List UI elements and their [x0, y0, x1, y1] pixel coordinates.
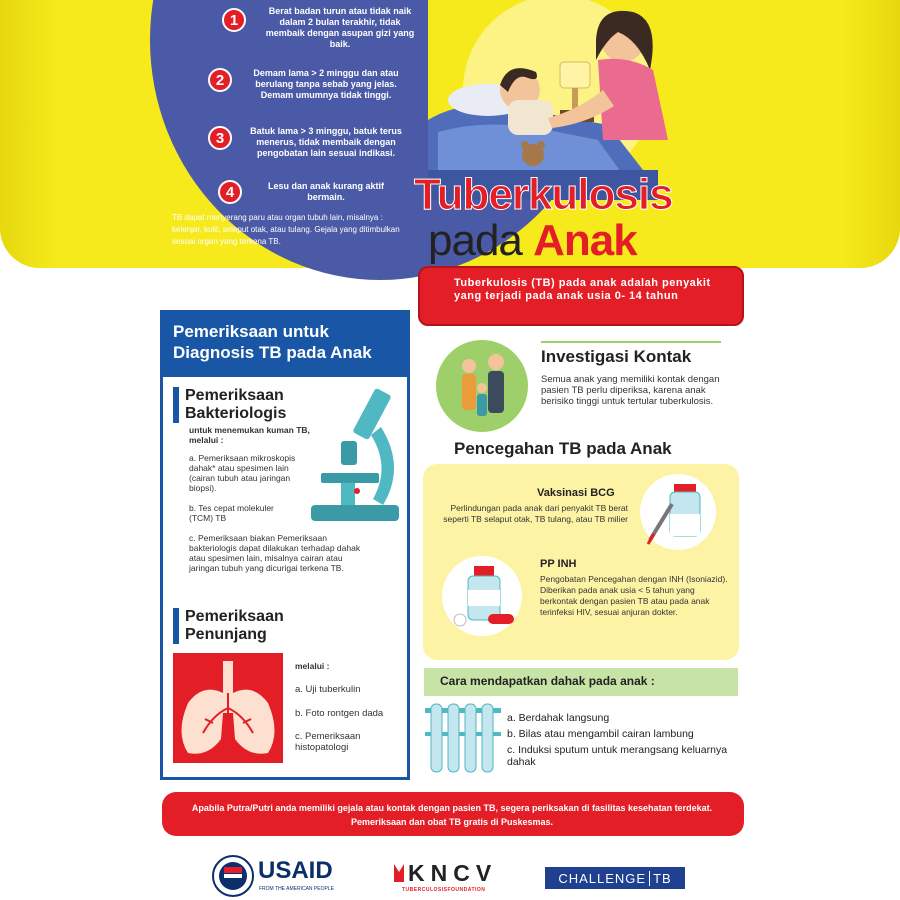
diagnosis-panel	[160, 310, 410, 780]
symptom-number: 3	[208, 126, 232, 150]
kontak-divider	[541, 341, 721, 343]
family-icon	[436, 340, 528, 432]
usaid-name: USAID	[258, 857, 333, 884]
symptom-item-2	[208, 68, 406, 101]
test-tubes-icon	[425, 702, 501, 778]
bakteriologis-item-b: b. Tes cepat molekuler (TCM) TB	[189, 503, 274, 523]
usaid-tagline: FROM THE AMERICAN PEOPLE	[259, 886, 334, 892]
title-anak: Anak	[533, 216, 637, 265]
symptom-item-3	[208, 126, 406, 159]
vaccine-illustration	[640, 474, 716, 550]
bcg-title: Vaksinasi BCG	[537, 487, 615, 499]
inh-text: Pengobatan Pencegahan dengan INH (Isoniazid). Diberikan pada anak usia < 5 tahun yang berkontak dengan pasien TB atau pada anak terinfeksi HIV, sesuai anjuran dokter.	[540, 574, 728, 617]
symptom-number: 1	[222, 8, 246, 32]
definition-box	[418, 266, 744, 326]
bakteriologis-item-a: a. Pemeriksaan mikroskopis dahak* atau spesimen lain (cairan tubuh atau jaringan biopsi).	[189, 453, 296, 493]
definition-text: Tuberkulosis (TB) pada anak adalah penyakit yang terjadi pada anak usia 0- 14 tahun	[454, 277, 711, 302]
symptom-text: Lesu dan anak kurang aktif bermain.	[267, 181, 385, 202]
symptom-item-1	[222, 8, 420, 50]
pencegahan-title: Pencegahan TB pada Anak	[454, 439, 672, 458]
kncv-mark-icon	[392, 862, 406, 884]
lungs-icon	[173, 653, 283, 763]
dahak-list	[507, 712, 747, 772]
symptom-text: Batuk lama > 3 minggu, batuk terus menerus, tidak membaik dengan pengobatan lain sesuai indikasi.	[250, 126, 402, 158]
challenge-tb-logo	[545, 867, 685, 889]
dahak-item-a: a. Berdahak langsung	[507, 712, 610, 724]
bakteriologis-intro-text: untuk menemukan kuman TB, melalui :	[189, 425, 310, 445]
penunjang-item-c: c. Pemeriksaan histopatologi	[295, 731, 361, 753]
title-pada: pada	[428, 216, 522, 265]
header-band-shade-left	[0, 0, 60, 268]
kncv-tagline: TUBERCULOSISFOUNDATION	[402, 887, 486, 893]
dahak-item-b: b. Bilas atau mengambil cairan lambung	[507, 728, 694, 740]
challenge-word: CHALLENGE	[558, 870, 647, 886]
symptom-item-4	[218, 180, 396, 204]
usaid-seal-icon	[212, 855, 254, 897]
symptom-text: Demam lama > 2 minggu dan atau berulang tanpa sebab yang jelas. Demam umumnya tidak tinggi.	[253, 68, 399, 100]
pill-illustration	[442, 556, 522, 636]
dahak-title-box	[424, 668, 738, 696]
bakteriologis-intro	[189, 425, 329, 445]
symptom-note: TB dapat menyerang paru atau organ tubuh lain, misalnya : kelenjar, kulit, selaput otak, atau tulang. Gejala yang ditimbulkan sesuai organ yang terkena TB.	[172, 213, 400, 246]
penunjang-item-b: b. Foto rontgen dada	[295, 708, 384, 719]
inh-title: PP INH	[540, 558, 577, 570]
page-title: Tuberkulosis	[414, 170, 673, 219]
bakteriologis-title: Pemeriksaan Bakteriologis	[173, 387, 323, 423]
bcg-text: Perlindungan pada anak dari penyakit TB berat seperti TB selaput otak, TB tulang, atau TB milier	[443, 503, 628, 524]
symptom-number: 2	[208, 68, 232, 92]
bakteriologis-item-c: c. Pemeriksaan biakan Pemeriksaan bakteriologis dapat dilakukan terhadap dahak atau spesimen lain, misalnya cairan atau jaringan tubuh yang dicurigai terkena TB.	[189, 533, 361, 573]
kontak-title: Investigasi Kontak	[541, 347, 692, 366]
microscope-icon	[311, 387, 403, 537]
penunjang-item-a: a. Uji tuberkulin	[295, 684, 361, 695]
challenge-tb-word: TB	[649, 871, 672, 886]
header-band-shade-right	[840, 0, 900, 268]
symptom-text: Berat badan turun atau tidak naik dalam 2 bulan terakhir, tidak membaik dengan asupan gizi yang baik.	[265, 6, 415, 49]
kontak-text: Semua anak yang memiliki kontak dengan pasien TB perlu diperiksa, karena anak berisiko tinggi untuk tertular tuberkulosis.	[541, 374, 720, 407]
pill-bottle-icon	[442, 556, 522, 636]
vaccine-vial-icon	[640, 474, 716, 550]
cta-text: Apabila Putra/Putri anda memiliki gejala atau kontak dengan pasien TB, segera periksakan di fasilitas kesehatan terdekat. Pemeriksaan dan obat TB gratis di Puskesmas.	[191, 803, 713, 827]
diagnosis-header: Pemeriksaan untuk Diagnosis TB pada Anak	[163, 313, 407, 377]
cta-banner	[162, 792, 744, 836]
kncv-name: KNCV	[408, 860, 498, 886]
dahak-item-c: c. Induksi sputum untuk merangsang keluarnya dahak	[507, 744, 728, 768]
symptom-number: 4	[218, 180, 242, 204]
dahak-title: Cara mendapatkan dahak pada anak :	[440, 674, 655, 688]
penunjang-title: Pemeriksaan Penunjang	[173, 608, 293, 644]
penunjang-intro: melalui :	[295, 661, 330, 671]
family-illustration	[436, 340, 528, 432]
page-subtitle	[428, 216, 637, 266]
